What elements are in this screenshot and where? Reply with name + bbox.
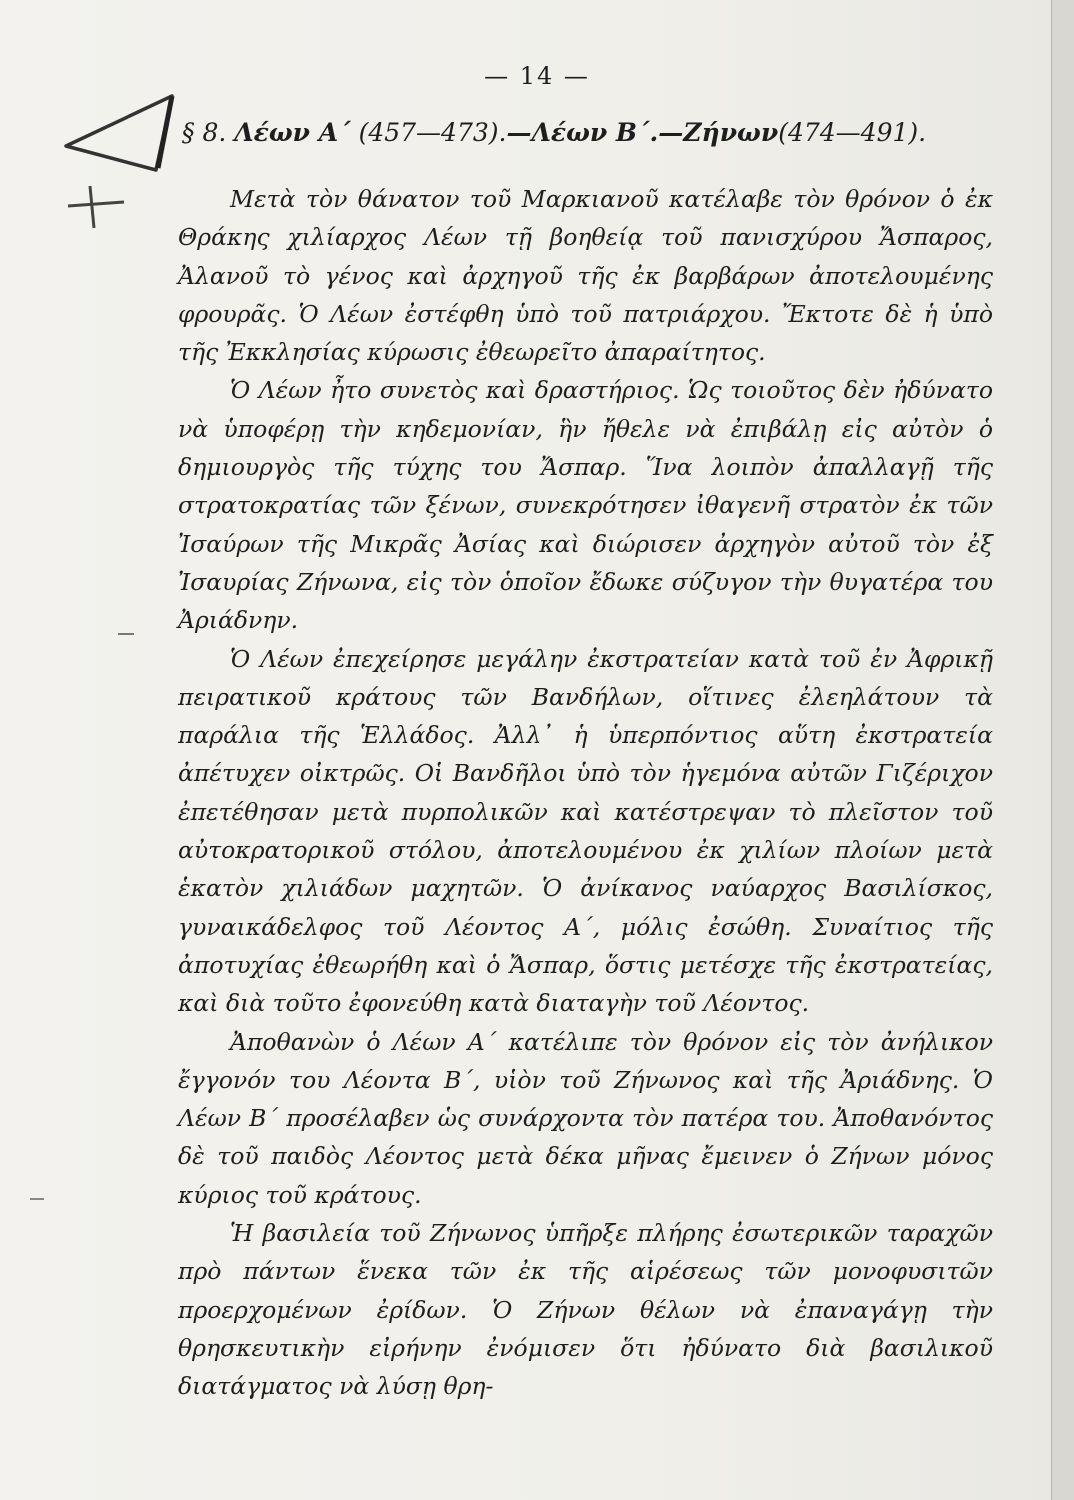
margin-tick bbox=[30, 1198, 44, 1200]
section-name-2: —Λέων Β΄. bbox=[506, 118, 659, 147]
paragraph: Ἡ βασιλεία τοῦ Ζήνωνος ὑπῆρξε πλήρης ἐσωτερικῶν ταραχῶν πρὸ πάντων ἕνεκα τῶν ἐκ τῆς αἱρέσεως τῶν μονοφυσιτῶν προερχομένων ἐρίδων. Ὁ Ζήνων θέλων νὰ ἐπαναγάγῃ τὴν θρησκευτικὴν εἰρήνην ἐνόμισεν ὅτι ἠδύνατο διὰ βασιλικοῦ διατάγματος νὰ λύσῃ θρη- bbox=[178, 1219, 993, 1401]
section-dates-1: (457—473). bbox=[358, 118, 507, 147]
body-text bbox=[178, 180, 993, 1406]
paragraph: Μετὰ τὸν θάνατον τοῦ Μαρκιανοῦ κατέλαβε τὸν θρόνον ὁ ἐκ Θράκης χιλίαρχος Λέων τῇ βοηθείᾳ τοῦ πανισχύρου Ἄσπαρος, Ἀλανοῦ τὸ γένος καὶ ἀρχηγοῦ τῆς ἐκ βαρβάρων ἀποτελουμένης φρουρᾶς. Ὁ Λέων ἐστέφθη ὑπὸ τοῦ πατριάρχου. Ἔκτοτε δὲ ἡ ὑπὸ τῆς Ἐκκλησίας κύρωσις ἐθεωρεῖτο ἀπαραίτητος. bbox=[178, 185, 993, 367]
pencil-annotation-mark bbox=[54, 88, 194, 238]
section-dates-2: (474—491). bbox=[778, 118, 927, 147]
section-title bbox=[182, 118, 982, 147]
margin-tick bbox=[118, 633, 134, 635]
page-number: — 14 — bbox=[484, 62, 590, 90]
section-name-3: —Ζήνων bbox=[658, 118, 779, 147]
paragraph: Ὁ Λέων ἦτο συνετὸς καὶ δραστήριος. Ὡς τοιοῦτος δὲν ἠδύνατο νὰ ὑποφέρῃ τὴν κηδεμονίαν, ἣν ἤθελε νὰ ἐπιβάλῃ εἰς αὐτὸν ὁ δημιουργὸς τῆς τύχης του Ἄσπαρ. Ἵνα λοιπὸν ἀπαλλαγῇ τῆς στρατοκρατίας τῶν ξένων, συνεκρότησεν ἰθαγενῆ στρατὸν ἐκ τῶν Ἰσαύρων τῆς Μικρᾶς Ἀσίας καὶ διώρισεν ἀρχηγὸν αὐτοῦ τὸν ἐξ Ἰσαυρίας Ζήνωνα, εἰς τὸν ὁποῖον ἔδωκε σύζυγον τὴν θυγατέρα του Ἀριάδνην. bbox=[178, 376, 993, 635]
paragraph: Ὁ Λέων ἐπεχείρησε μεγάλην ἐκστρατείαν κατὰ τοῦ ἐν Ἀφρικῇ πειρατικοῦ κράτους τῶν Βανδήλων, οἵτινες ἐλεηλάτουν τὰ παράλια τῆς Ἑλλάδος. Ἀλλ᾽ ἡ ὑπερπόντιος αὕτη ἐκστρατεία ἀπέτυχεν οἰκτρῶς. Οἱ Βανδῆλοι ὑπὸ τὸν ἡγεμόνα αὐτῶν Γιζέριχον ἐπετέθησαν μετὰ πυρπολικῶν καὶ κατέστρεψαν τὸ πλεῖστον τοῦ αὐτοκρατορικοῦ στόλου, ἀποτελουμένου ἐκ χιλίων πλοίων μετὰ ἑκατὸν χιλιάδων μαχητῶν. Ὁ ἀνίκανος ναύαρχος Βασιλίσκος, γυναικάδελφος τοῦ Λέοντος Α΄, μόλις ἐσώθη. Συναίτιος τῆς ἀποτυχίας ἐθεωρήθη καὶ ὁ Ἄσπαρ, ὅστις μετέσχε τῆς ἐκστρατείας, καὶ διὰ τοῦτο ἐφονεύθη κατὰ διαταγὴν τοῦ Λέοντος. bbox=[178, 644, 993, 1018]
page-edge bbox=[1051, 0, 1074, 1500]
section-name-1: Λέων Α΄ bbox=[234, 118, 351, 147]
section-number: § 8. bbox=[182, 118, 227, 147]
paragraph: Ἀποθανὼν ὁ Λέων Α΄ κατέλιπε τὸν θρόνον εἰς τὸν ἀνήλικον ἔγγονόν του Λέοντα Β΄, υἱὸν τοῦ Ζήνωνος καὶ τῆς Ἀριάδνης. Ὁ Λέων Β΄ προσέλαβεν ὡς συνάρχοντα τὸν πατέρα του. Ἀποθανόντος δὲ τοῦ παιδὸς Λέοντος μετὰ δέκα μῆνας ἔμεινεν ὁ Ζήνων μόνος κύριος τοῦ κράτους. bbox=[178, 1027, 993, 1209]
